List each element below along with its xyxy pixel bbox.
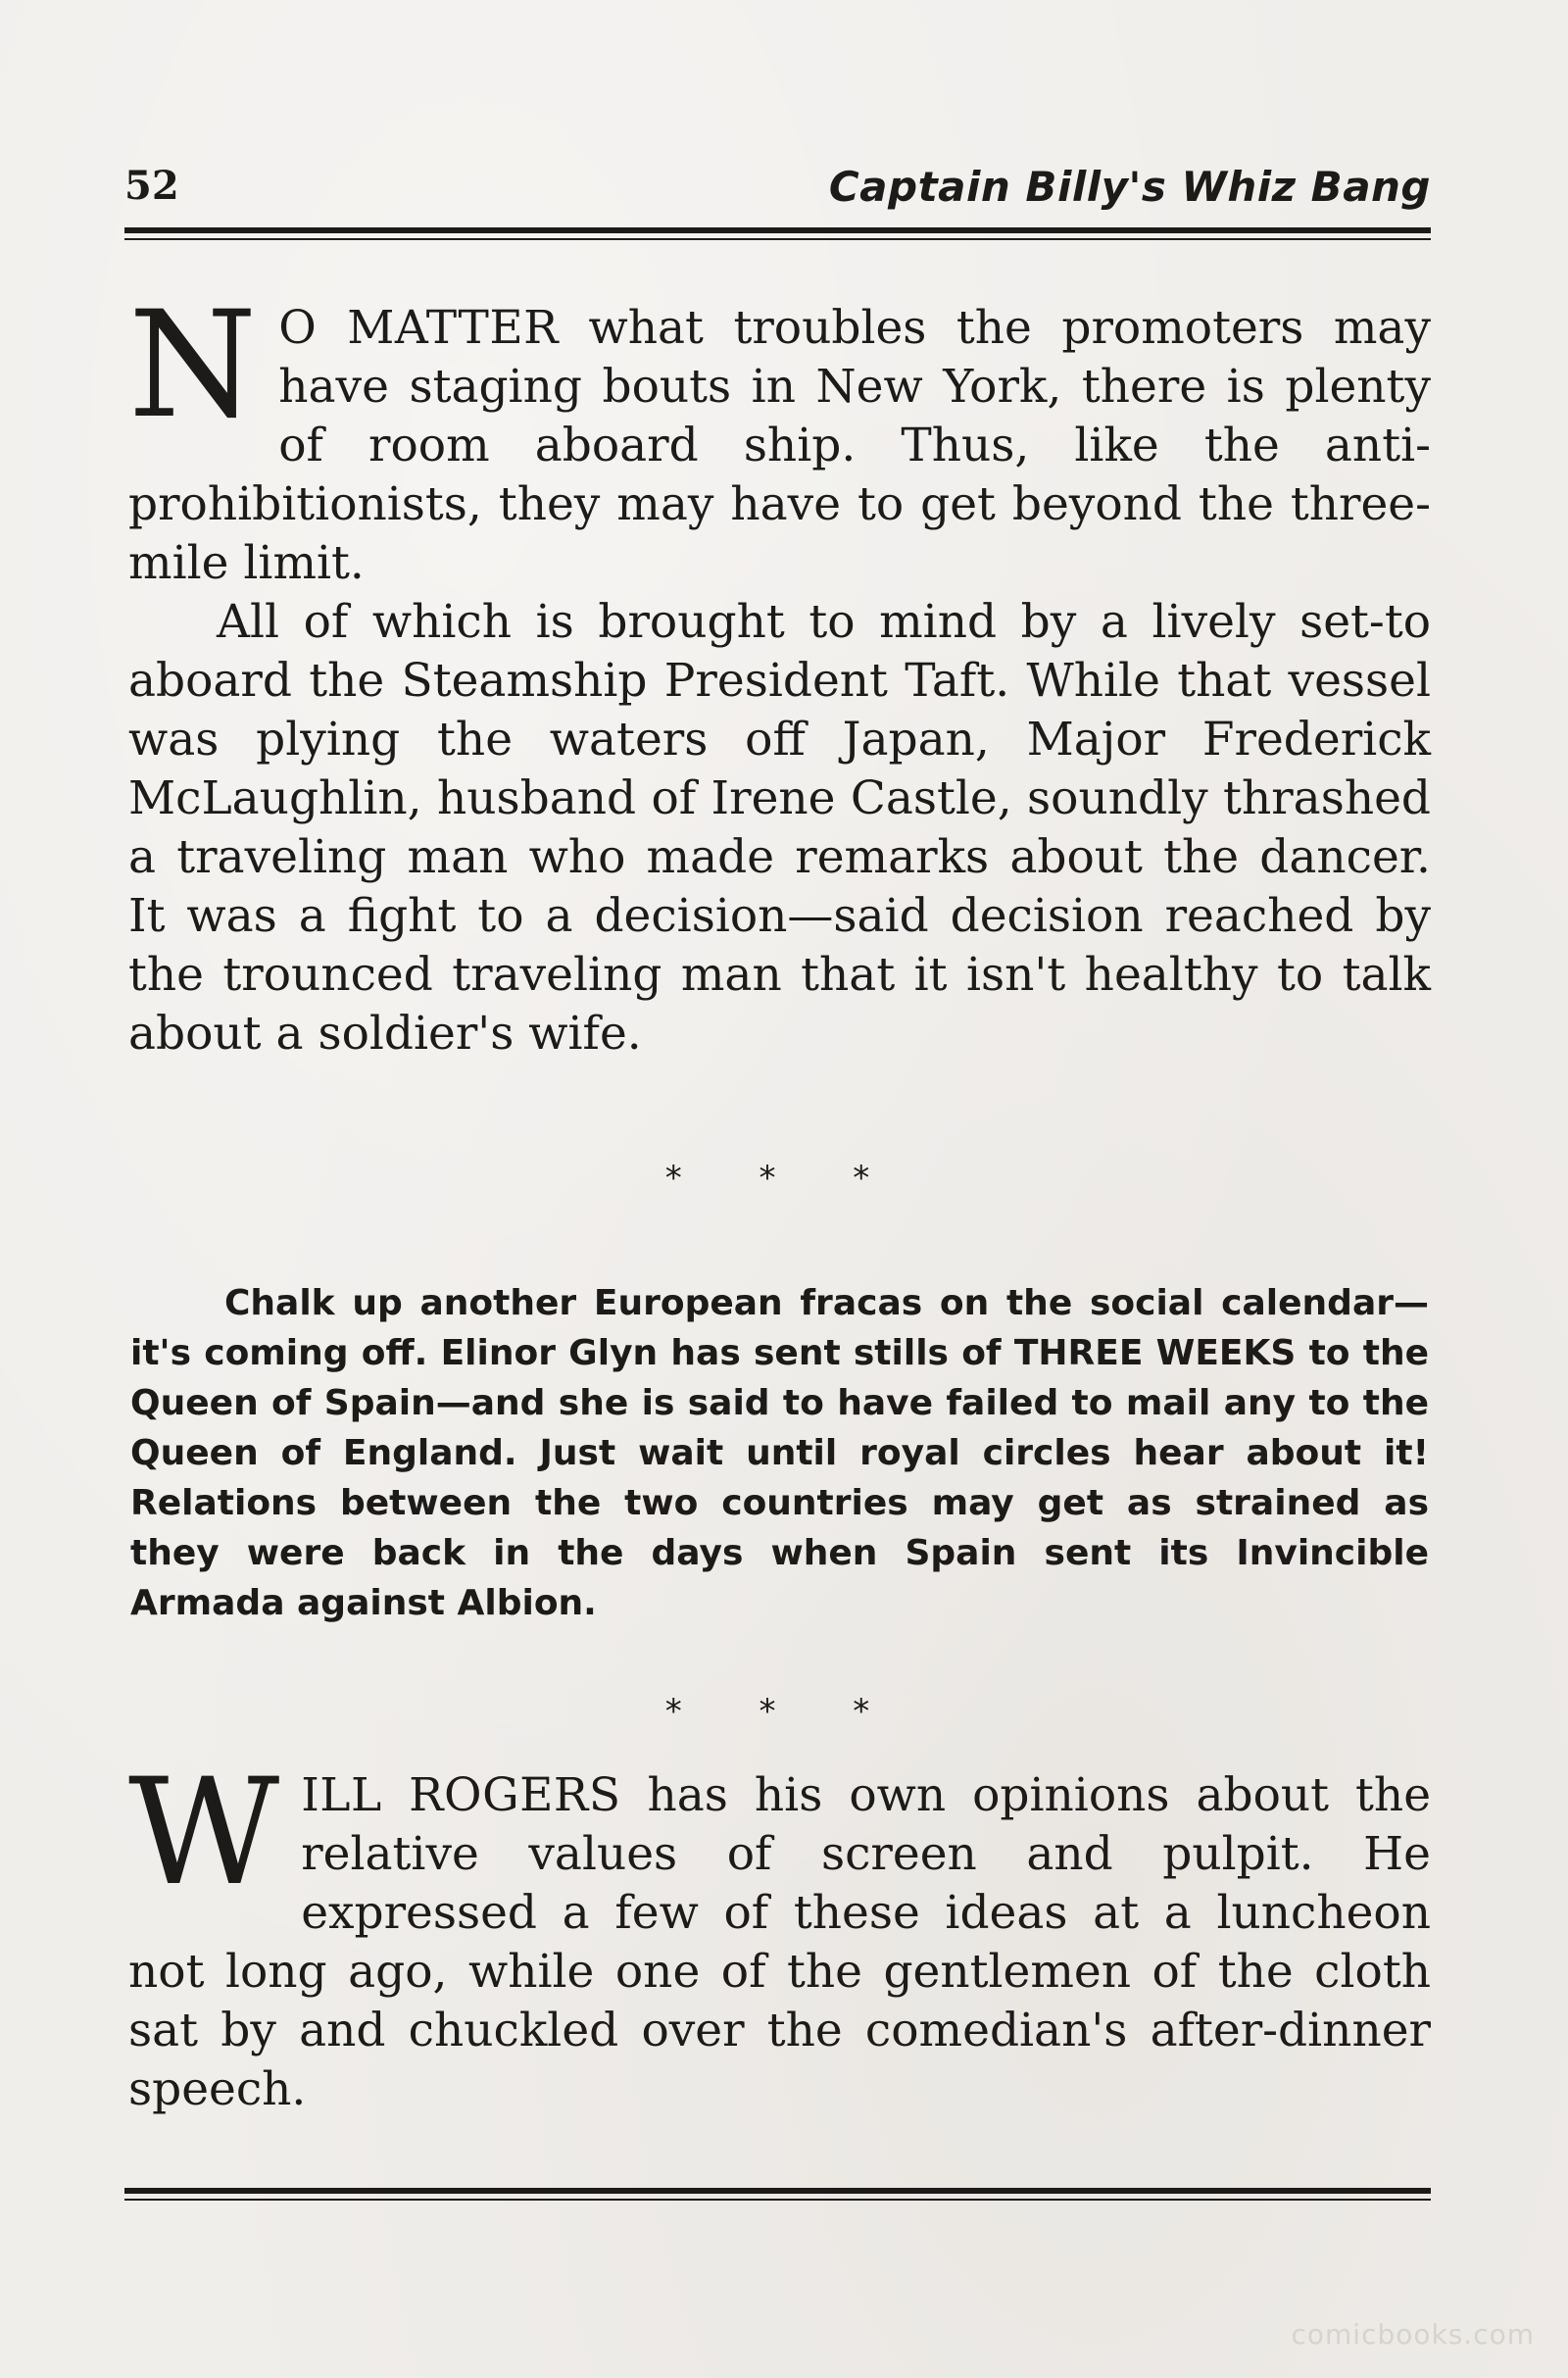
page-number: 52 [124,163,179,209]
header-rule-thick [124,227,1431,233]
article-1-paragraph-1-text: what troubles the promoters may have staging bouts in New York, there is plenty of room aboard ship. Thus, like the anti-prohibitionists, they may have to get beyond the three-mile limit. [128,301,1432,590]
article-3-paragraph-1-text: has his own opinions about the relative values of screen and pulpit. He expressed a few of these ideas at a luncheon not long ago, while one of the gentlemen of the cloth sat by and chuckled over the comedian's after-dinner speech. [128,1768,1432,2116]
header-rule [124,227,1431,240]
footer-rule-thick [124,2188,1431,2194]
asterism-separator: * * * [664,1159,904,1198]
watermark: comicbooks.com [1291,2318,1535,2351]
article-boxing-at-sea [128,280,1432,1064]
article-1-paragraph-2: All of which is brought to mind by a lively set-to aboard the Steamship President Taft. While that vessel was plying the waters off Japan, Major Frederick McLaughlin, husband of Irene Castle, soundly thrashed a traveling man who made remarks about the dancer. It was a fight to a decision—said decision reached by the trounced traveling man that it isn't healthy to talk about a soldier's wife. [128,595,1431,1061]
article-will-rogers [128,1748,1432,2119]
footer-rule-thin [124,2199,1431,2201]
article-3-paragraph-1 [128,1748,1432,2119]
drop-cap-w: W [128,1748,280,1918]
page-header [124,157,1431,220]
article-3-lead-caps: ILL ROGERS [301,1768,621,1822]
article-1-lead-caps: O MATTER [278,301,560,355]
running-title: Captain Billy's Whiz Bang [828,163,1431,211]
article-royal-circles [130,1278,1429,1628]
asterism-separator: * * * [664,1692,904,1731]
article-2-paragraph: Chalk up another European fracas on the social calendar—it's coming off. Elinor Glyn has sent stills of THREE WEEKS to the Queen of Spain—and she is said to have failed to mail any to the Queen of England. Just wait until royal circles hear about it! Relations between the two countries may get as strained as they were back in the days when Spain sent its Invincible Armada against Albion. [130,1283,1429,1623]
footer-rule [124,2188,1431,2201]
drop-cap-n: N [128,280,258,451]
header-rule-thin [124,238,1431,240]
article-1-paragraph-1 [128,280,1432,593]
